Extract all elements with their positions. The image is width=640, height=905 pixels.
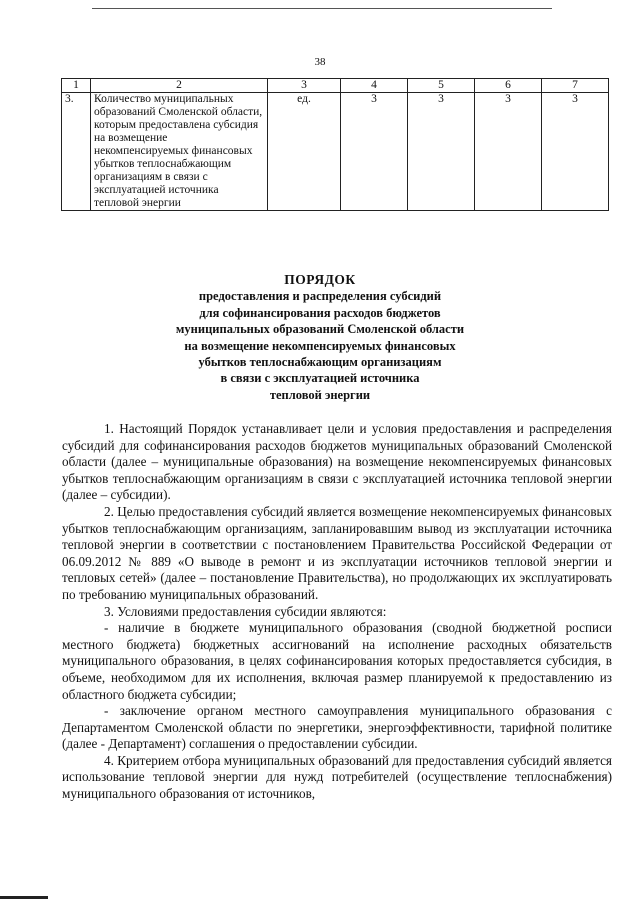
paragraph-3-condition-2: - заключение органом местного самоуправления муниципального образования с Департаментом Смоленской области по энергетики, энергоэффективности, тарифной политике (далее - Департамент) соглашения о предоставлении субсидии. (62, 703, 612, 752)
table-header-row (62, 79, 609, 93)
heading-line: для софинансирования расходов бюджетов (199, 305, 441, 320)
paragraph-3-condition-1: - наличие в бюджете муниципального образования (сводной бюджетной росписи местного бюджета) бюджетных ассигнований на исполнение расходных обязательств муниципального образования, в целях софинансирования которых предоставляется субсидия, в объеме, необходимом для их исполнения, включая размер планируемой к предоставлению из областного бюджета субсидии; (62, 620, 612, 702)
paragraph-2: 2. Целью предоставления субсидий является возмещение некомпенсируемых финансовых убытков теплоснабжающим организациям, запланировавшим вывод из эксплуатации источника тепловой энергии в соответствии с постановлением Правительства Российской Федерации от 06.09.2012 № 889 «О выводе в ремонт и из эксплуатации источников тепловой энергии и тепловых сетей» (далее – постановление Правительства), но продолжающих их эксплуатировать по требованию муниципальных образований. (62, 503, 612, 602)
paragraph-4: 4. Критерием отбора муниципальных образований для предоставления субсидий является использование тепловой энергии для нужд потребителей (осуществление теплоснабжения) муниципального образования от источников, (62, 752, 612, 802)
scan-edge-mark (0, 896, 48, 899)
table-header-cell: 7 (542, 79, 609, 93)
page-number: 38 (314, 56, 326, 68)
table-header-cell: 6 (475, 79, 542, 93)
paragraph-3: 3. Условиями предоставления субсидии являются: (104, 603, 387, 619)
top-rule (92, 8, 552, 9)
heading-line: тепловой энергии (269, 387, 371, 402)
table-header-cell: 3 (268, 79, 341, 93)
paragraph-1: 1. Настоящий Порядок устанавливает цели и условия предоставления и распределения субсидий для софинансирования расходов бюджетов муниципальных образований Смоленской области (далее – муниципальные образования) на возмещение некомпенсируемых финансовых убытков теплоснабжающим организациям в связи с эксплуатацией источника тепловой энергии (далее – субсидии). (62, 421, 612, 503)
table-header-cell: 1 (62, 79, 91, 93)
table-header-cell: 4 (341, 79, 408, 93)
document-body (62, 421, 612, 803)
heading-line: в связи с эксплуатацией источника (220, 371, 420, 386)
heading-line: предоставления и распределения субсидий (198, 289, 442, 304)
table-header-cell: 5 (408, 79, 475, 93)
heading-title: ПОРЯДОК (284, 272, 356, 287)
row-value: 3 (341, 93, 408, 211)
document-heading (0, 272, 640, 403)
table-row (62, 93, 609, 211)
heading-line: муниципальных образований Смоленской области (175, 322, 465, 337)
row-unit: ед. (268, 93, 341, 211)
indicator-table (61, 78, 609, 211)
row-number: 3. (62, 93, 91, 211)
row-value: 3 (475, 93, 542, 211)
heading-line: убытков теплоснабжающим организациям (198, 355, 442, 370)
heading-line: на возмещение некомпенсируемых финансовых (184, 338, 456, 353)
row-value: 3 (408, 93, 475, 211)
table-header-cell: 2 (91, 79, 268, 93)
row-value: 3 (542, 93, 609, 211)
row-indicator-name: Количество муниципальных образований Смоленской области, которым предоставлена субсидия на возмещение некомпенсируемых финансовых убытков теплоснабжающим организациям в связи с эксплуатацией источника тепловой энергии (91, 93, 268, 211)
